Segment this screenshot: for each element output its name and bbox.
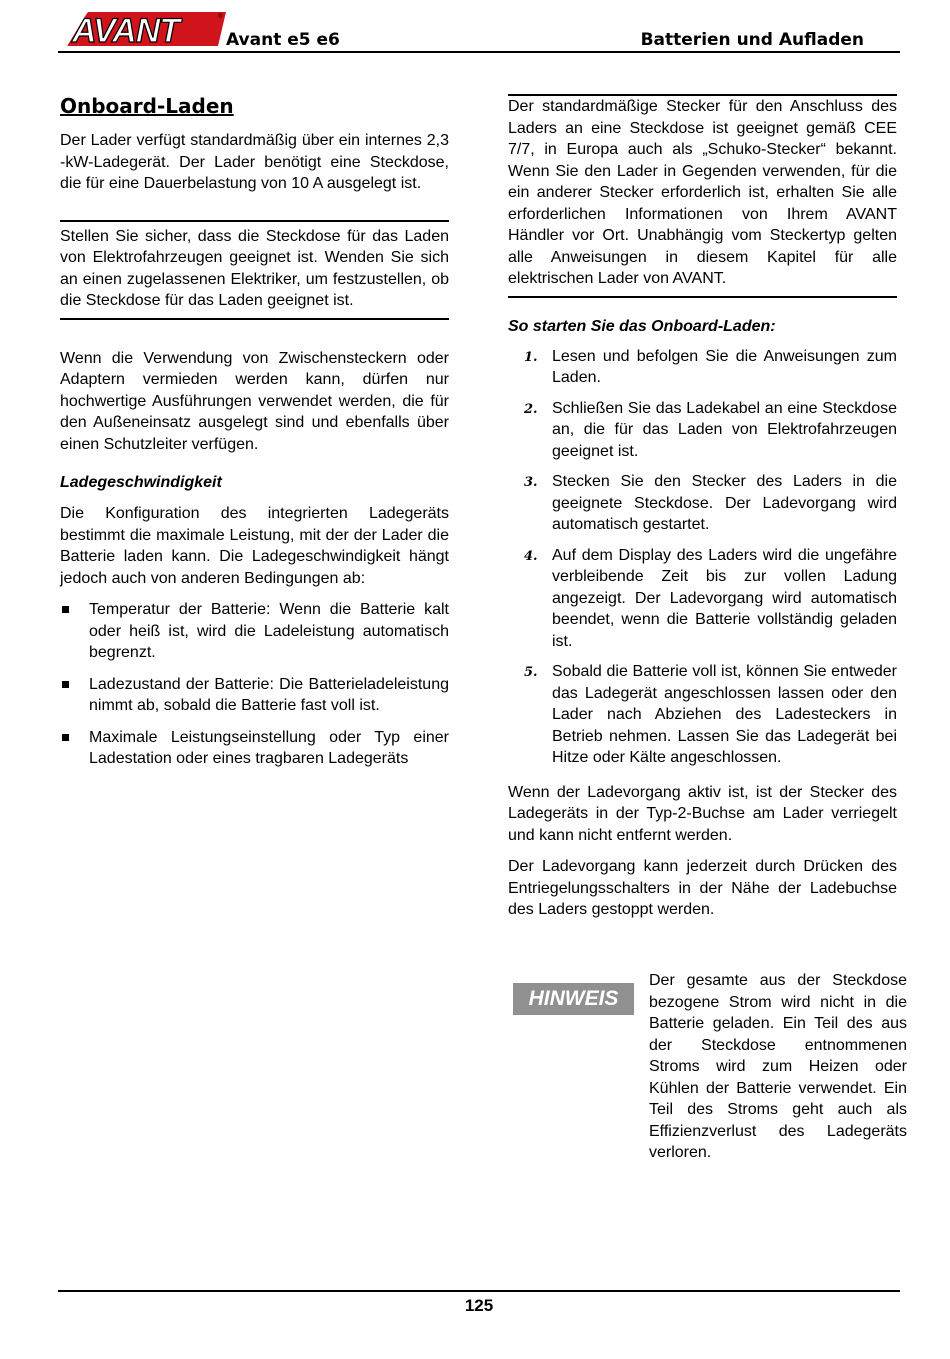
step-number: 4. xyxy=(524,548,538,564)
start-steps xyxy=(508,346,897,769)
step-item: 1. Lesen und befolgen Sie die Anweisungen zum Laden. xyxy=(524,347,897,386)
bullet-icon xyxy=(62,734,69,741)
plug-info-box xyxy=(508,94,897,298)
bullet-icon xyxy=(62,681,69,688)
step-item: 2. Schließen Sie das Ladekabel an eine Steckdose an, die für das Laden von Elektrofahrzeugen geeignet ist. xyxy=(524,399,897,460)
step-number: 1. xyxy=(524,349,538,365)
step-number: 3. xyxy=(524,475,538,490)
plug-info-text: Der standardmäßige Stecker für den Anschluss des Laders an eine Steckdose ist geeignet gemäß CEE 7/7, in Europa auch als „Schuko-Stecker“ bekannt. Wenn Sie den Lader in Gegenden verwenden, für die ein anderer Stecker erforderlich ist, erhalten Sie alle erforderlichen Informationen von Ihrem AVANT Händler vor Ort. Unabhängig vom Steckertyp gelten alle Anweisungen in diesem Kapitel für alle elektrischen Lader von AVANT. xyxy=(508,98,897,287)
note-text: Der gesamte aus der Steckdose bezogene Strom wird nicht in die Batterie geladen. Ein Teil des aus der Steckdose entnommenen Stroms wird zum Heizen oder Kühlen der Batterie verwendet. Ein Teil des Stroms geht auch als Effizienzverlust des Ladegeräts verloren. xyxy=(649,972,907,1161)
locked-paragraph: Wenn der Ladevorgang aktiv ist, ist der Stecker des Ladegeräts in der Typ-2-Buchse am Lader verriegelt und kann nicht entfernt werden. xyxy=(508,783,897,844)
step-number: 2. xyxy=(524,401,538,417)
warning-text: Stellen Sie sicher, dass die Steckdose für das Laden von Elektrofahrzeugen geeignet ist. Wenden Sie sich an einen zugelassenen Elektriker, um festzustellen, ob die Steckdose für das Laden geeignet ist. xyxy=(60,227,449,309)
intro-paragraph: Der Lader verfügt standardmäßig über ein internes 2,3 -kW-Ladegerät. Der Lader benötigt eine Steckdose, die für eine Dauerbelastung von 10 A ausgelegt ist. xyxy=(60,132,449,192)
header-divider xyxy=(58,51,900,53)
warning-box xyxy=(60,220,449,320)
footer-divider xyxy=(58,1290,900,1292)
step-item: 5. Sobald die Batterie voll ist, können Sie entweder das Ladegerät angeschlossen lassen oder den Lader nach Abziehen des Ladesteckers in Betrieb nehmen. Lassen Sie das Ladegerät bei Hitze oder Kälte angeschlossen. xyxy=(524,663,897,766)
adapters-paragraph: Wenn die Verwendung von Zwischensteckern oder Adaptern vermieden werden kann, dürfen nur hochwertige Ausführungen verwendet werden, die für den Außeneinsatz ausgelegt sind und ebenfalls über einen Schutzleiter verfügen. xyxy=(60,349,449,453)
svg-text:AVANT: AVANT xyxy=(72,12,180,48)
stop-paragraph: Der Ladevorgang kann jederzeit durch Drücken des Entriegelungsschalters in der Nähe der Ladebuchse des Laders gestoppt werden. xyxy=(508,858,897,918)
condition-list xyxy=(60,599,449,770)
list-item: Ladezustand der Batterie: Die Batterieladeleistung nimmt ab, sobald die Batterie fast voll ist. xyxy=(60,674,449,717)
page-number: 125 xyxy=(464,1296,494,1315)
avant-logo xyxy=(58,8,228,48)
right-column xyxy=(508,94,897,921)
page-heading: Onboard-Laden xyxy=(60,94,234,118)
document-title: Avant e5 e6 xyxy=(226,30,340,50)
list-item: Temperatur der Batterie: Wenn die Batterie kalt oder heiß ist, wird die Ladeleistung automatisch begrenzt. xyxy=(60,599,449,664)
list-item: Maximale Leistungseinstellung oder Typ einer Ladestation oder eines tragbaren Ladegeräts xyxy=(60,727,449,770)
start-heading: So starten Sie das Onboard-Laden: xyxy=(508,317,776,335)
step-number: 5. xyxy=(524,665,538,680)
section-title: Batterien und Aufladen xyxy=(640,30,864,50)
step-item: 3. Stecken Sie den Stecker des Laders in die geeignete Steckdose. Der Ladevorgang wird automatisch gestartet. xyxy=(524,473,897,533)
note-badge: HINWEIS xyxy=(513,983,634,1015)
step-item: 4. Auf dem Display des Laders wird die ungefähre verbleibende Zeit bis zur vollen Ladung angezeigt. Der Ladevorgang wird automatisch beendet, wenn die Batterie vollständig geladen ist. xyxy=(524,546,897,650)
bullet-icon xyxy=(62,606,69,613)
svg-text:®: ® xyxy=(218,14,223,20)
left-column xyxy=(60,94,449,780)
speed-heading: Ladegeschwindigkeit xyxy=(60,474,222,491)
speed-paragraph: Die Konfiguration des integrierten Ladegeräts bestimmt die maximale Leistung, mit der der Lader die Batterie laden kann. Die Ladegeschwindigkeit hängt jedoch auch von anderen Bedingungen ab: xyxy=(60,505,449,587)
